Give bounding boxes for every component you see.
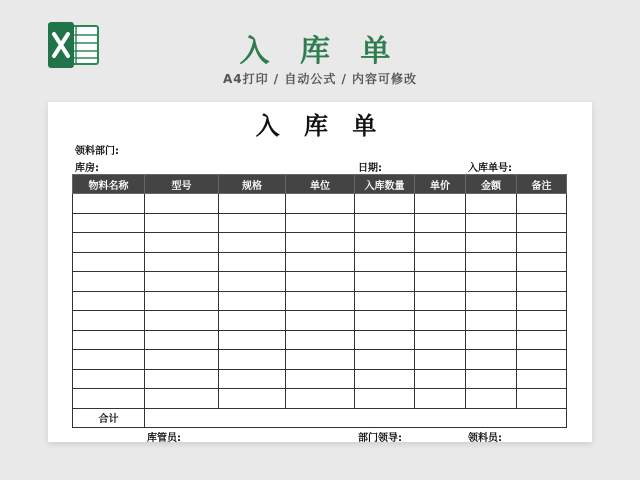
table-row (73, 213, 567, 233)
table-cell[interactable] (73, 213, 145, 233)
table-cell[interactable] (355, 330, 415, 350)
table-cell[interactable] (219, 330, 286, 350)
table-cell[interactable] (415, 272, 466, 292)
table-cell[interactable] (219, 350, 286, 370)
table-cell[interactable] (73, 233, 145, 253)
col-header: 物料名称 (73, 175, 145, 194)
table-cell[interactable] (145, 389, 219, 409)
table-cell[interactable] (466, 194, 517, 214)
table-cell[interactable] (466, 311, 517, 331)
table-cell[interactable] (517, 330, 567, 350)
table-cell[interactable] (415, 213, 466, 233)
table-cell[interactable] (355, 233, 415, 253)
table-cell[interactable] (466, 350, 517, 370)
table-cell[interactable] (73, 330, 145, 350)
total-row (73, 408, 567, 428)
table-cell[interactable] (415, 233, 466, 253)
table-cell[interactable] (355, 369, 415, 389)
table-cell[interactable] (73, 389, 145, 409)
table-cell[interactable] (219, 291, 286, 311)
table-cell[interactable] (286, 252, 355, 272)
table-cell[interactable] (286, 272, 355, 292)
table-cell[interactable] (355, 291, 415, 311)
table-cell[interactable] (466, 233, 517, 253)
table-cell[interactable] (219, 252, 286, 272)
table-row (73, 311, 567, 331)
col-header: 入库数量 (355, 175, 415, 194)
table-cell[interactable] (73, 272, 145, 292)
table-row (73, 272, 567, 292)
total-value-cell[interactable] (145, 408, 567, 428)
table-cell[interactable] (415, 291, 466, 311)
total-label: 合计 (73, 408, 145, 428)
table-cell[interactable] (466, 389, 517, 409)
table-row (73, 330, 567, 350)
table-cell[interactable] (286, 194, 355, 214)
table-cell[interactable] (355, 194, 415, 214)
table-cell[interactable] (517, 194, 567, 214)
table-cell[interactable] (466, 330, 517, 350)
table-row (73, 252, 567, 272)
table-cell[interactable] (466, 291, 517, 311)
table-cell[interactable] (355, 272, 415, 292)
table-cell[interactable] (219, 213, 286, 233)
table-cell[interactable] (145, 291, 219, 311)
col-header: 备注 (517, 175, 567, 194)
banner-title: 入 库 单 (239, 34, 401, 69)
table-row (73, 369, 567, 389)
table-cell[interactable] (286, 389, 355, 409)
keeper-label: 库管员: (147, 433, 181, 444)
table-cell[interactable] (415, 330, 466, 350)
table-cell[interactable] (73, 350, 145, 370)
col-header: 型号 (145, 175, 219, 194)
table-cell[interactable] (415, 194, 466, 214)
table-cell[interactable] (355, 252, 415, 272)
sheet-title: 入 库 单 (255, 112, 385, 140)
table-cell[interactable] (73, 252, 145, 272)
table-cell[interactable] (145, 369, 219, 389)
date-label: 日期: (358, 163, 382, 174)
table-cell[interactable] (466, 272, 517, 292)
table-cell[interactable] (219, 194, 286, 214)
table-cell[interactable] (286, 311, 355, 331)
table-cell[interactable] (355, 311, 415, 331)
table-cell[interactable] (415, 252, 466, 272)
table-cell[interactable] (145, 194, 219, 214)
table-cell[interactable] (517, 350, 567, 370)
table-cell[interactable] (517, 213, 567, 233)
table-cell[interactable] (466, 252, 517, 272)
table-cell[interactable] (355, 213, 415, 233)
table-cell[interactable] (517, 233, 567, 253)
leader-label: 部门领导: (358, 433, 402, 444)
table-row (73, 350, 567, 370)
table-cell[interactable] (415, 350, 466, 370)
table-row (73, 291, 567, 311)
table-cell[interactable] (145, 330, 219, 350)
table-cell[interactable] (517, 389, 567, 409)
table-cell[interactable] (145, 272, 219, 292)
col-header: 单价 (415, 175, 466, 194)
table-cell[interactable] (286, 291, 355, 311)
table-cell[interactable] (145, 350, 219, 370)
table-cell[interactable] (355, 389, 415, 409)
table-cell[interactable] (219, 233, 286, 253)
dept-label: 领料部门: (75, 146, 119, 157)
table-cell[interactable] (466, 213, 517, 233)
table-cell[interactable] (517, 252, 567, 272)
col-header: 规格 (219, 175, 286, 194)
table-cell[interactable] (73, 311, 145, 331)
banner-subtitle: A4打印 / 自动公式 / 内容可修改 (222, 72, 418, 86)
table-cell[interactable] (415, 369, 466, 389)
table-cell[interactable] (73, 369, 145, 389)
table-cell[interactable] (219, 272, 286, 292)
table-cell[interactable] (466, 369, 517, 389)
table-header-row (73, 175, 567, 194)
table-cell[interactable] (73, 194, 145, 214)
receipt-number-label: 入库单号: (468, 163, 512, 174)
table-cell[interactable] (219, 389, 286, 409)
sheet-paper (48, 102, 592, 442)
table-cell[interactable] (517, 291, 567, 311)
table-cell[interactable] (415, 311, 466, 331)
table-row (73, 233, 567, 253)
col-header: 金额 (466, 175, 517, 194)
table-cell[interactable] (219, 311, 286, 331)
table-cell[interactable] (145, 233, 219, 253)
table-cell[interactable] (286, 213, 355, 233)
table-cell[interactable] (517, 272, 567, 292)
table-cell[interactable] (286, 350, 355, 370)
table-row (73, 194, 567, 214)
receiver-label: 领料员: (468, 433, 502, 444)
table-cell[interactable] (517, 311, 567, 331)
table-cell[interactable] (415, 389, 466, 409)
table-cell[interactable] (73, 291, 145, 311)
table-row (73, 389, 567, 409)
table-cell[interactable] (355, 350, 415, 370)
inventory-table (72, 174, 567, 428)
table-cell[interactable] (145, 252, 219, 272)
table-cell[interactable] (286, 369, 355, 389)
table-cell[interactable] (286, 233, 355, 253)
col-header: 单位 (286, 175, 355, 194)
table-cell[interactable] (145, 213, 219, 233)
warehouse-label: 库房: (75, 163, 99, 174)
table-cell[interactable] (517, 369, 567, 389)
table-cell[interactable] (145, 311, 219, 331)
table-cell[interactable] (219, 369, 286, 389)
table-cell[interactable] (286, 330, 355, 350)
